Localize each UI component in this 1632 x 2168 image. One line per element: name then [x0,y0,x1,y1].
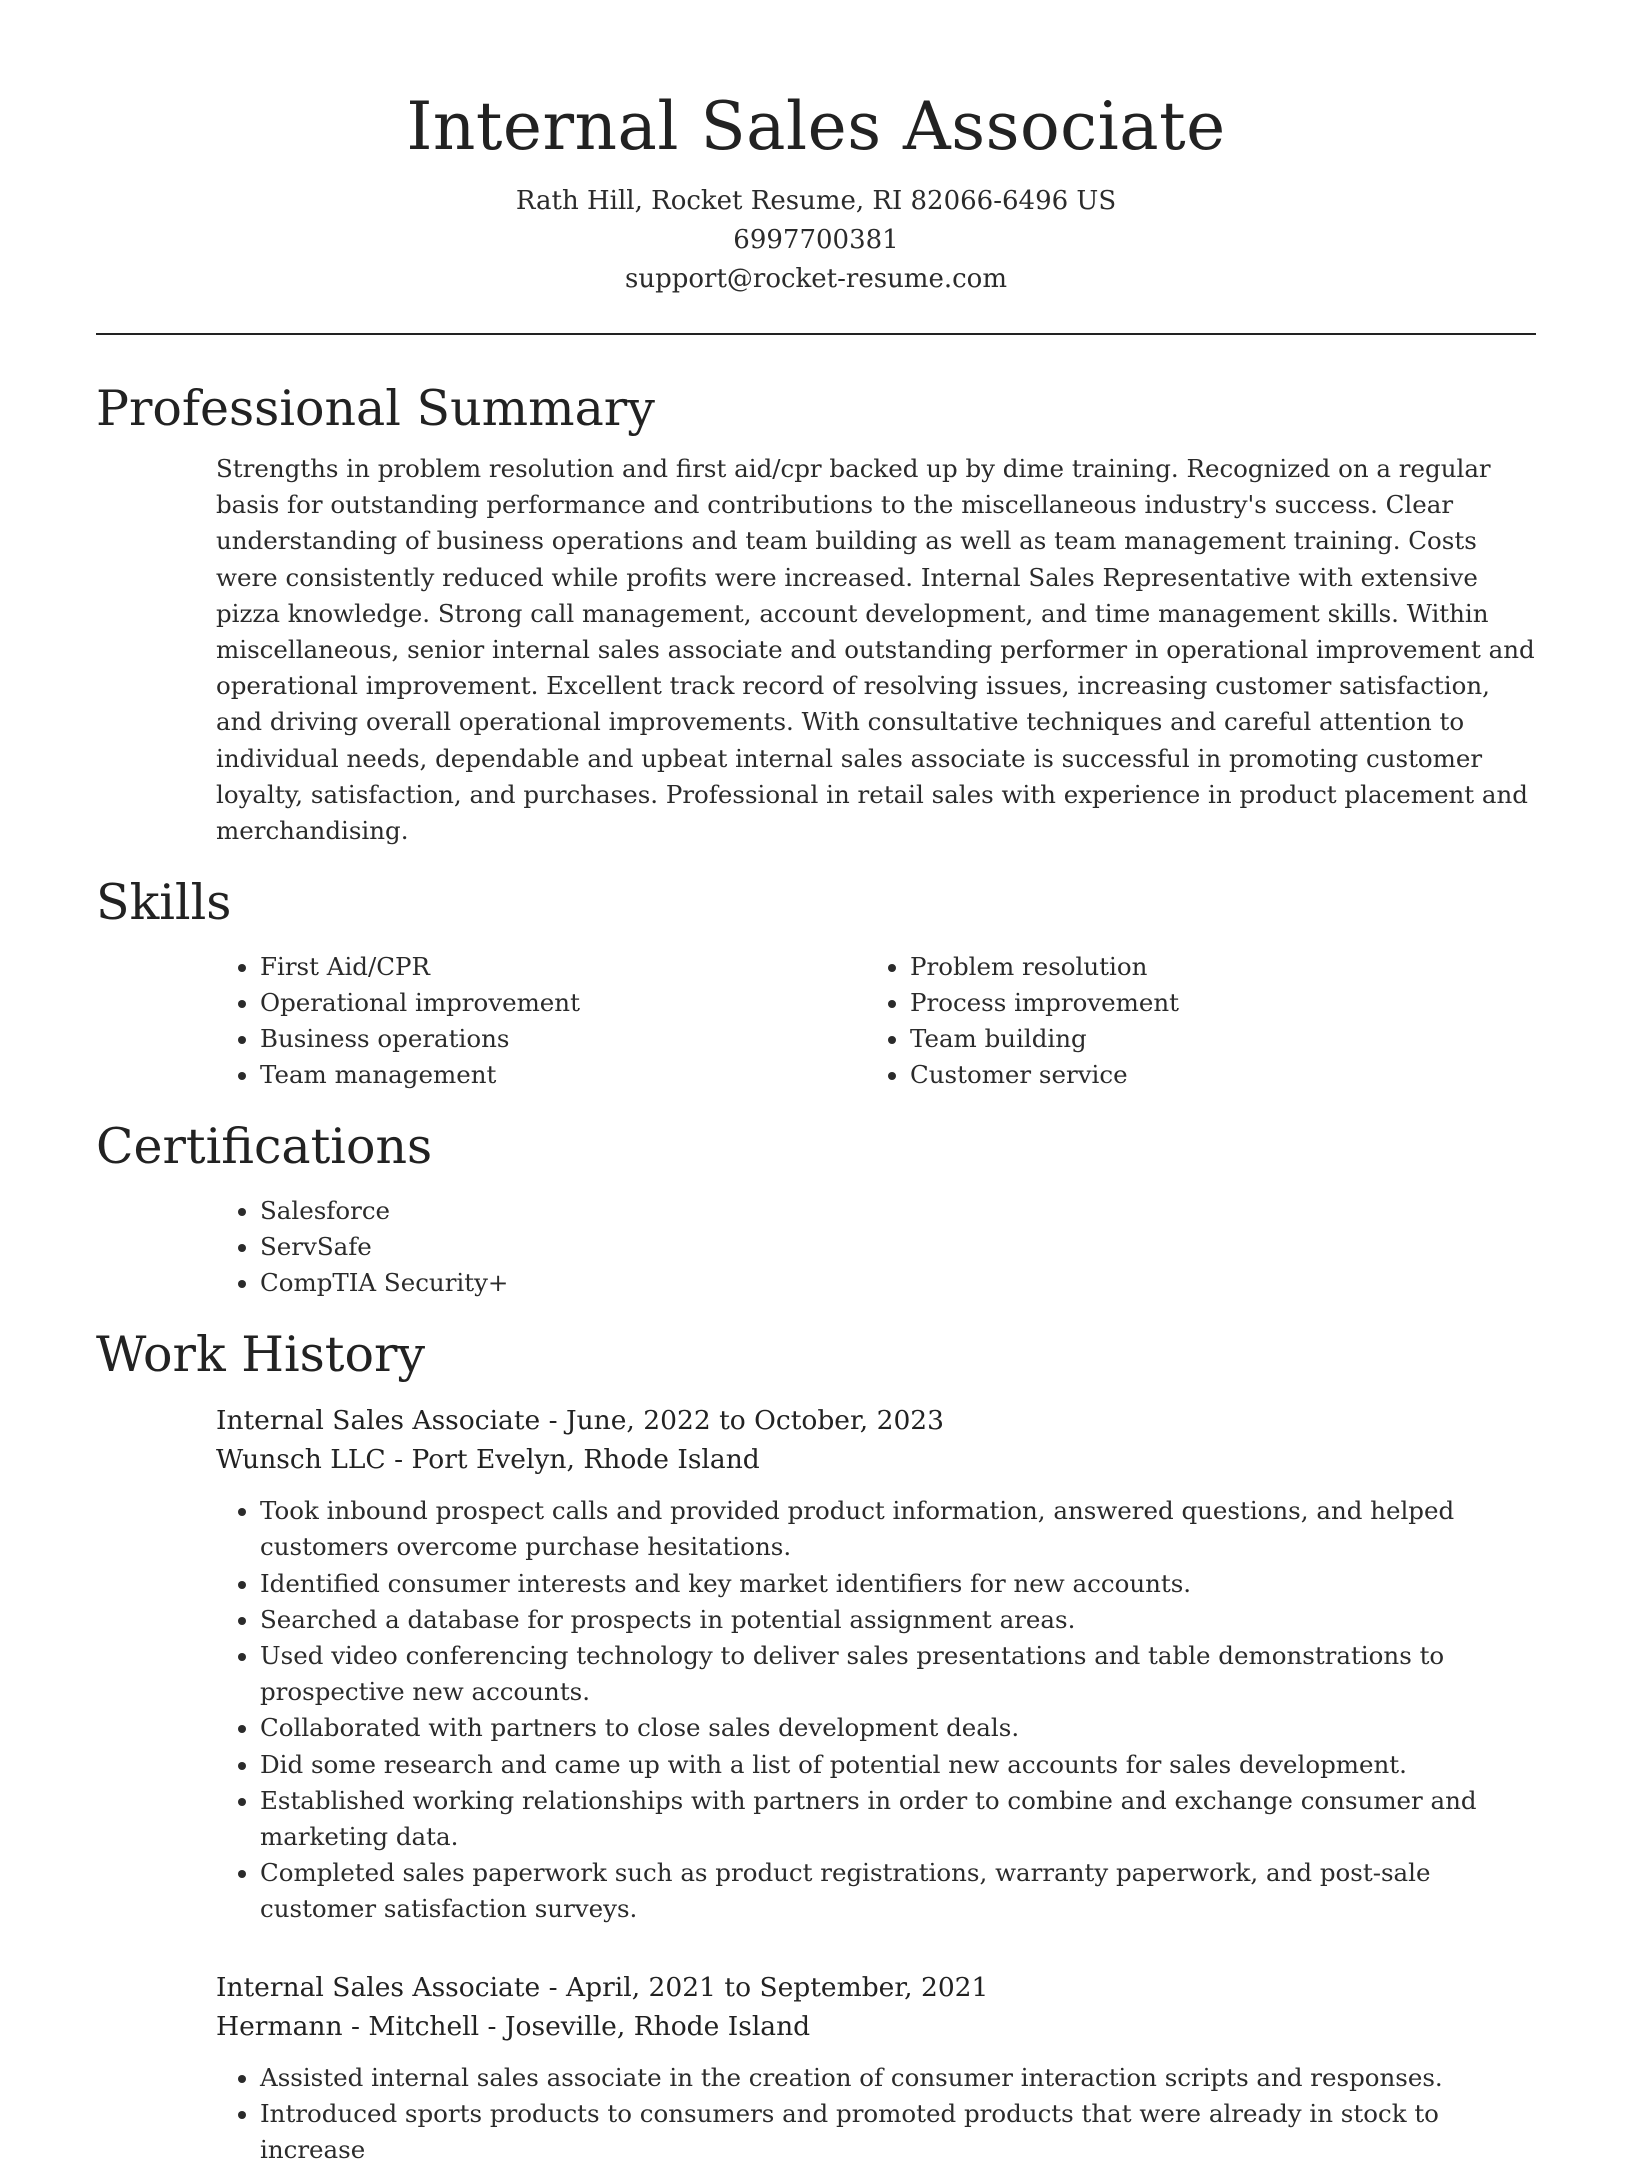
summary-section [96,377,1536,849]
certification-item: • ServSafe [260,1229,1536,1265]
skill-item: • Business operations [260,1021,866,1057]
certifications-section [96,1115,1536,1301]
skill-item: • Operational improvement [260,985,866,1021]
job-duty: • Searched a database for prospects in potential assignment areas. [260,1602,1536,1638]
job-duty: • Identified consumer interests and key market identifiers for new accounts. [260,1566,1536,1602]
job-role: Internal Sales Associate [216,1971,541,2003]
job-duties-list [216,2060,1536,2168]
work-history-heading: Work History [96,1326,426,1384]
resume-name: Internal Sales Associate [406,88,1226,165]
skill-item: • Problem resolution [910,949,1536,985]
skill-item: • Process improvement [910,985,1536,1021]
skill-item: • Customer service [910,1057,1536,1093]
job-duties-list [216,1493,1536,1927]
job-role: Internal Sales Associate [216,1405,541,1437]
summary-heading: Professional Summary [96,380,655,437]
job-duty: • Assisted internal sales associate in the creation of consumer interaction scripts and responses. [260,2060,1536,2096]
summary-text: Strengths in problem resolution and first aid/cpr backed up by dime training. Recognized on a regular basis for outstanding performance and contributions to the miscellaneous industry's success. Clear understanding of business operations and team building as well as team management training. Costs were consistently reduced while profits were increased. Internal Sales Representative with extensive pizza knowledge. Strong call management, account development, and time management skills. Within miscellaneous, senior internal sales associate and outstanding performer in operational improvement and operational improvement. Excellent track record of resolving issues, increasing customer satisfaction, and driving overall operational improvements. With consultative techniques and careful attention to individual needs, dependable and upbeat internal sales associate is successful in promoting customer loyalty, satisfaction, and purchases. Professional in retail sales with experience in product placement and merchandising. [216,454,1535,846]
job-duty: • Used video conferencing technology to deliver sales presentations and table demonstrations to prospective new accounts. [260,1638,1536,1710]
skill-item: • Team building [910,1021,1536,1057]
job-dates: - June, 2022 to October, 2023 [540,1405,945,1437]
resume-header [96,0,1536,299]
skills-grid [96,949,1536,1093]
job-entry [96,1968,1536,2168]
job-company: Hermann - Mitchell [216,2010,480,2042]
job-duty: • Introduced sports products to consumers and promoted products that were already in stock to increase [260,2096,1536,2168]
job-company-line [216,1440,1536,1479]
contact-address: Rath Hill, Rocket Resume, RI 82066-6496 US [515,186,1117,216]
job-title-line [216,1968,1536,2007]
work-history-section [96,1323,1536,2168]
job-location: - Joseville, Rhode Island [479,2010,811,2042]
job-duty: • Did some research and came up with a list of potential new accounts for sales development. [260,1747,1536,1783]
job-company-line [216,2007,1536,2046]
job-duty: • Collaborated with partners to close sales development deals. [260,1710,1536,1746]
skills-heading: Skills [96,874,232,932]
job-duty: • Completed sales paperwork such as product registrations, warranty paperwork, and post-sale customer satisfaction surveys. [260,1855,1536,1927]
certification-item: • CompTIA Security+ [260,1265,1536,1301]
certifications-list [216,1193,1536,1301]
contact-email: support@rocket-resume.com [624,264,1007,294]
header-divider [96,333,1536,335]
certification-item: • Salesforce [260,1193,1536,1229]
job-company: Wunsch LLC [216,1444,386,1476]
job-title-line [216,1401,1536,1440]
skills-list-left [216,949,866,1093]
job-duty: • Took inbound prospect calls and provided product information, answered questions, and helped customers overcome purchase hesitations. [260,1493,1536,1565]
job-entry [96,1401,1536,1927]
skills-list-right [866,949,1536,1093]
skill-item: • First Aid/CPR [260,949,866,985]
certifications-heading: Certifications [96,1118,433,1176]
job-duty: • Established working relationships with partners in order to combine and exchange consumer and marketing data. [260,1783,1536,1855]
job-dates: - April, 2021 to September, 2021 [540,1971,989,2003]
skills-section [96,871,1536,1093]
skill-item: • Team management [260,1057,866,1093]
contact-phone: 6997700381 [733,225,899,255]
job-location: - Port Evelyn, Rhode Island [385,1444,760,1476]
